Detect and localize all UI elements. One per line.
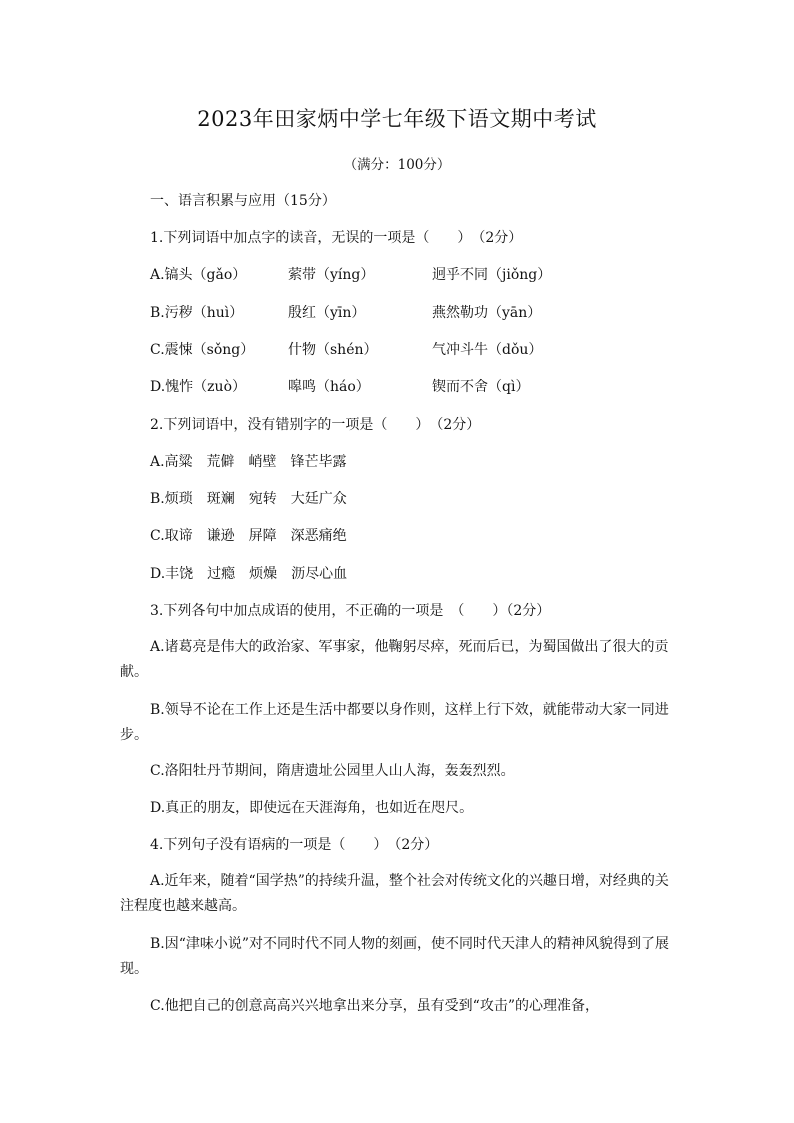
q1-option-c-2: 什物（shén） — [288, 342, 378, 358]
q1-option-b-1: B.污秽（huì） — [150, 305, 244, 321]
q1-option-d-2: 嗥鸣（háo） — [288, 379, 370, 395]
q2-option-d: D.丰饶 过瘾 烦燥 沥尽心血 — [150, 566, 348, 582]
q4-option-a: A.近年来，随着“国学热”的持续升温，整个社会对传统文化的兴趣日增，对经典的关注程度也越来越高。 — [120, 873, 669, 914]
q1-option-a-1: A.镐头（gǎo） — [150, 267, 247, 283]
exam-title: 2023年田家炳中学七年级下语文期中考试 — [197, 107, 597, 131]
q1-option-d-3: 锲而不舍（qì） — [432, 379, 530, 395]
q1-option-b-3: 燕然勒功（yān） — [432, 305, 542, 321]
q4-option-b: B.因“津味小说”对不同时代不同人物的刻画，使不同时代天津人的精神风貌得到了展现。 — [120, 936, 670, 977]
exam-subtitle: （满分：100分） — [343, 157, 451, 173]
q2-option-a: A.高粱 荒僻 峭壁 锋芒毕露 — [150, 454, 347, 470]
section-heading: 一、语言积累与应用（15分） — [150, 193, 336, 209]
q1-option-c-1: C.震悚（sǒng） — [150, 342, 255, 358]
q4-option-c: C.他把自己的创意高高兴兴地拿出来分享，虽有受到“攻击”的心理准备， — [150, 998, 599, 1014]
question-3-stem: 3.下列各句中加点成语的使用，不正确的一项是 （ ）（2分） — [150, 603, 551, 619]
q3-option-d: D.真正的朋友，即使远在天涯海角，也如近在咫尺。 — [150, 800, 474, 816]
q3-option-a: A.诸葛亮是伟大的政治家、军事家，他鞠躬尽瘁，死而后已，为蜀国做出了很大的贡献。 — [120, 639, 669, 680]
q1-option-d-1: D.愧怍（zuò） — [150, 379, 246, 395]
question-1-stem: 1.下列词语中加点字的读音，无误的一项是（ ） （2分） — [150, 230, 523, 246]
q2-option-c: C.取谛 谦逊 屏障 深恶痛绝 — [150, 528, 347, 544]
question-4-stem: 4.下列句子没有语病的一项是（ ） （2分） — [150, 837, 439, 853]
q3-option-c: C.洛阳牡丹节期间，隋唐遗址公园里人山人海，轰轰烈烈。 — [150, 763, 515, 779]
q1-option-c-3: 气冲斗牛（dǒu） — [432, 342, 543, 358]
q2-option-b: B.烦琐 斑斓 宛转 大廷广众 — [150, 491, 347, 507]
q1-option-a-2: 萦带（yíng） — [288, 267, 375, 283]
q1-option-b-2: 殷红（yīn） — [288, 305, 366, 321]
question-2-stem: 2.下列词语中，没有错别字的一项是（ ） （2分） — [150, 417, 481, 433]
q3-option-b: B.领导不论在工作上还是生活中都要以身作则，这样上行下效，就能带动大家一同进步。 — [120, 702, 669, 743]
q1-option-a-3: 迥乎不同（jiǒng） — [432, 267, 552, 283]
